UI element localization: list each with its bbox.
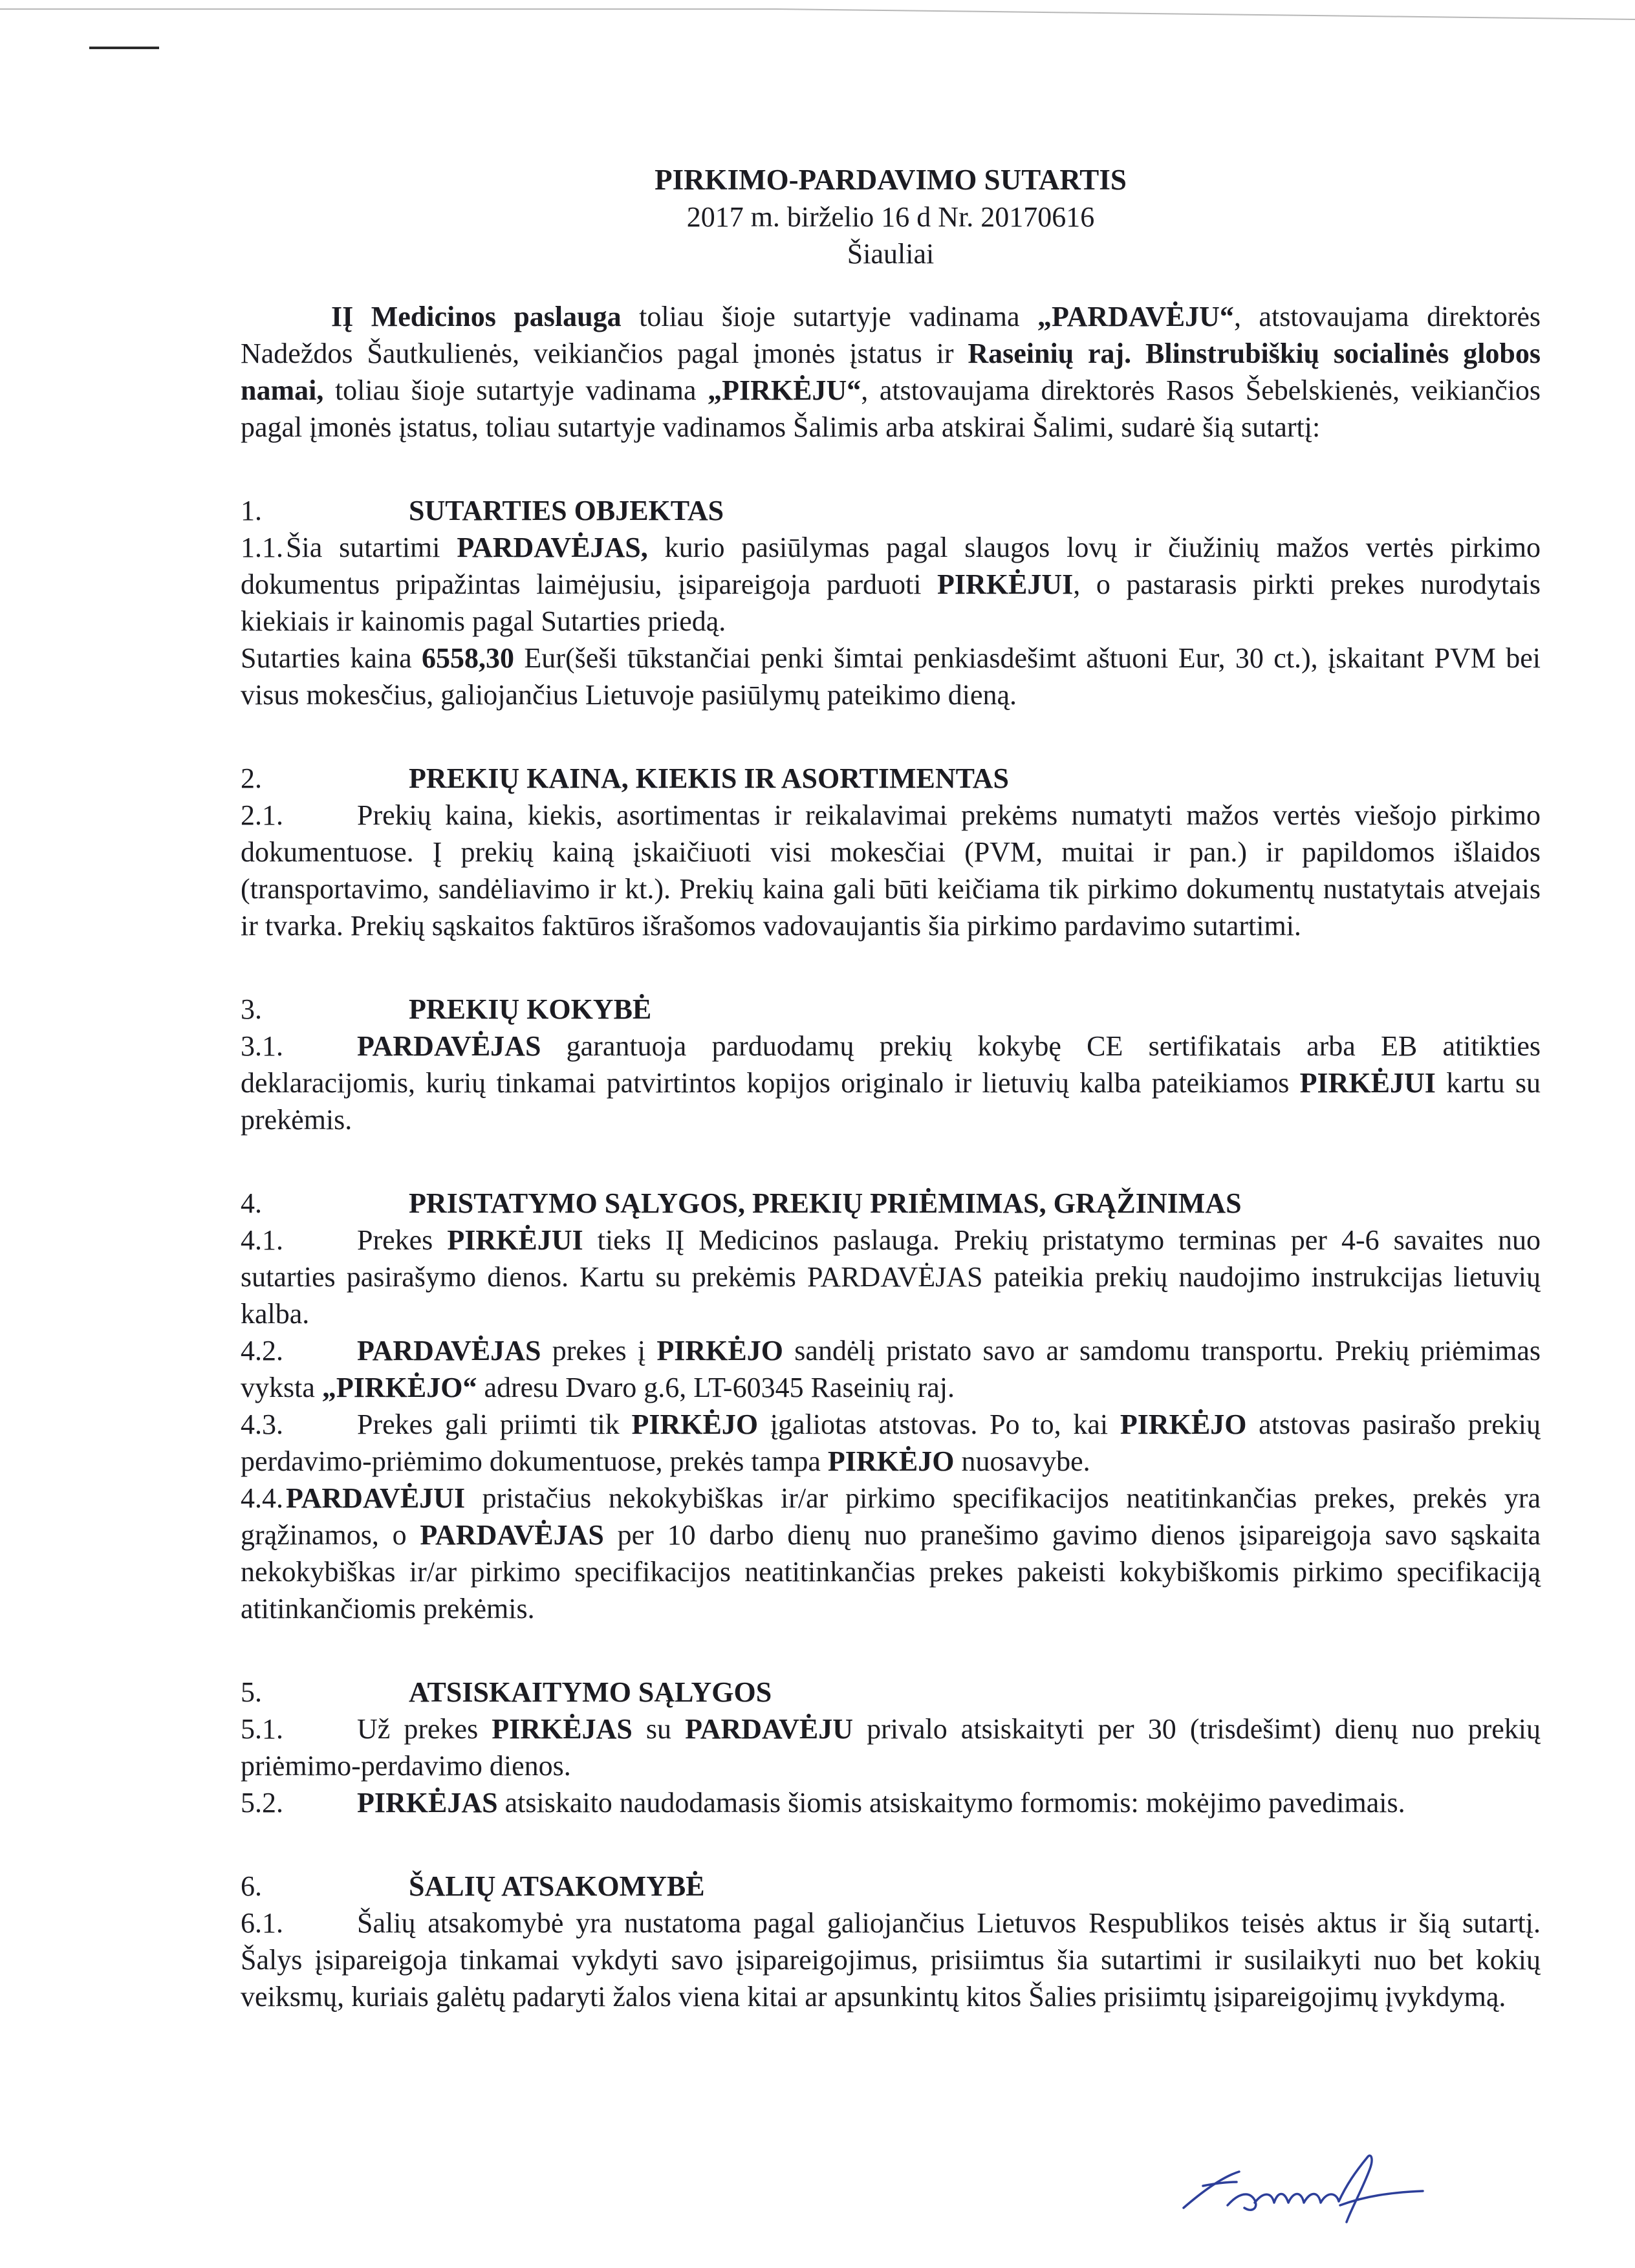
- party-seller: PARDAVĖJU: [685, 1713, 854, 1745]
- section-title: PREKIŲ KOKYBĖ: [409, 993, 652, 1025]
- clause-number: 6.1.: [241, 1907, 283, 1939]
- clause-1-1: [241, 529, 1541, 640]
- clause-number: 5.2.: [241, 1787, 283, 1819]
- clause-number: 4.4.: [241, 1482, 283, 1514]
- clause-text: Prekes gali priimti tik: [357, 1409, 632, 1440]
- clause-text: Eur(šeši tūkstančiai penki šimtai penkiasdešimt aštuoni Eur, 30 ct.), įskaitant PVM bei visus mokesčius, galiojančius Lietuvoje pasiūlymų pateikimo dieną.: [241, 642, 1541, 711]
- clause-text: Prekių kaina, kiekis, asortimentas ir reikalavimai prekėms numatyti mažos vertės viešojo pirkimo dokumentuose. Į prekių kainą įskaičiuoti visi mokesčiai (PVM, muitai ir pan.) ir papildomos išlaidos (transportavimo, sandėliavimo ir kt.). Prekių kaina gali būti keičiama tik pirkimo dokumentų nustatytais atvejais ir tvarka. Prekių sąskaitos faktūros išrašomos vadovaujantis šia pirkimo pardavimo sutartimi.: [241, 799, 1541, 942]
- clause-text: , o pastarasis pirkti prekes nurodytais kiekiais ir kainomis pagal Sutarties priedą.: [241, 568, 1541, 637]
- party-buyer: PIRKĖJO: [656, 1335, 783, 1366]
- party-buyer: PIRKĖJO: [1120, 1409, 1247, 1440]
- clause-text: garantuoja parduodamų prekių kokybę CE sertifikatais arba EB atitikties deklaracijomis, kurių tinkamai patvirtintos kopijos originalo ir lietuvių kalba pateikiamos: [241, 1030, 1541, 1099]
- document-date-number: 2017 m. birželio 16 d Nr. 20170616: [686, 201, 1095, 233]
- party-buyer: „PIRKĖJO“: [321, 1372, 477, 1403]
- clause-text: Šalių atsakomybė yra nustatoma pagal galiojančius Lietuvos Respublikos teisės aktus ir šią sutartį. Šalys įsipareigoja tinkamai vykdyti savo įsipareigojimus, prisiimtus šia sutartimi ir susilaikyti nuo bet kokių veiksmų, kuriais galėtų padaryti žalos viena kitai ar apsunkintų kitos Šalies prisiimtų įsipareigojimų įvykdymą.: [241, 1907, 1541, 2013]
- clause-2-1: [241, 797, 1541, 944]
- clause-number: 1.1.: [241, 532, 283, 563]
- clause-text: per 10 darbo dienų nuo pranešimo gavimo dienos įsipareigoja savo sąskaita nekokybiškas ir/ar pirkimo specifikacijos neatitinkančias prekes pakeisti kokybiškomis pirkimo specifikaciją atitinkančiomis prekėmis.: [241, 1519, 1541, 1625]
- section-number: 1.: [241, 495, 262, 526]
- section-5: [241, 1674, 1541, 1821]
- clause-text: įgaliotas atstovas. Po to, kai: [758, 1409, 1120, 1440]
- seller-name: IĮ Medicinos paslauga: [331, 301, 622, 332]
- section-heading: [241, 492, 1541, 529]
- section-heading: [241, 1868, 1541, 1905]
- party-seller: PARDAVĖJAS: [357, 1335, 541, 1366]
- section-title: PREKIŲ KAINA, KIEKIS IR ASORTIMENTAS: [409, 762, 1009, 794]
- buyer-name: Raseinių raj. Blinstrubiškių socialinės globos namai,: [241, 338, 1541, 406]
- intro-paragraph: [241, 298, 1541, 446]
- clause-text: atstovas pasirašo prekių perdavimo-priėmimo dokumentuose, prekės tampa: [241, 1409, 1541, 1477]
- section-3: [241, 991, 1541, 1138]
- section-number: 3.: [241, 993, 262, 1025]
- clause-text: Prekes: [357, 1224, 448, 1256]
- party-seller: PARDAVĖJAS,: [457, 532, 648, 563]
- section-heading: [241, 1185, 1541, 1222]
- clause-text: atsiskaito naudodamasis šiomis atsiskaitymo formomis: mokėjimo pavedimais.: [497, 1787, 1405, 1819]
- clause-text: sandėlį pristato savo ar samdomu transportu. Prekių priėmimas vyksta: [241, 1335, 1541, 1403]
- clause-text: su: [632, 1713, 686, 1745]
- clause-text: prekes į: [541, 1335, 657, 1366]
- clause-text: adresu Dvaro g.6, LT-60345 Raseinių raj.: [477, 1372, 955, 1403]
- clause-number: 4.2.: [241, 1335, 283, 1366]
- section-heading: [241, 991, 1541, 1028]
- section-1: [241, 492, 1541, 713]
- section-title: ATSISKAITYMO SĄLYGOS: [409, 1676, 772, 1708]
- party-buyer: PIRKĖJAS: [357, 1787, 498, 1819]
- section-4: [241, 1185, 1541, 1627]
- clause-number: 4.1.: [241, 1224, 283, 1256]
- party-seller: PARDAVĖJAS: [357, 1030, 541, 1062]
- scan-corner-mark: [89, 47, 159, 49]
- buyer-alias: „PIRKĖJU“: [708, 374, 861, 406]
- clause-4-2: [241, 1332, 1541, 1406]
- intro-text-1: toliau šioje sutartyje vadinama: [621, 301, 1037, 332]
- party-buyer: PIRKĖJO: [827, 1445, 955, 1477]
- party-buyer: PIRKĖJUI: [1299, 1067, 1436, 1099]
- party-buyer: PIRKĖJUI: [447, 1224, 583, 1256]
- clause-number: 4.3.: [241, 1409, 283, 1440]
- clause-3-1: [241, 1028, 1541, 1138]
- section-heading: [241, 1674, 1541, 1711]
- clause-text: kurio pasiūlymas pagal slaugos lovų ir čiužinių mažos vertės pirkimo dokumentus pripažintas laimėjusiu, įsipareigoja parduoti: [241, 532, 1541, 600]
- section-2: [241, 760, 1541, 944]
- clause-text: Šia sutartimi: [286, 532, 457, 563]
- clause-4-1: [241, 1222, 1541, 1332]
- section-title: PRISTATYMO SĄLYGOS, PREKIŲ PRIĖMIMAS, GRĄŽINIMAS: [409, 1187, 1242, 1219]
- clause-6-1: [241, 1905, 1541, 2015]
- seller-alias: „PARDAVĖJU“: [1037, 301, 1234, 332]
- clause-text: pristačius nekokybiškas ir/ar pirkimo specifikacijos neatitinkančias prekes, prekės yra grąžinamos, o: [241, 1482, 1541, 1551]
- party-buyer: PIRKĖJO: [631, 1409, 759, 1440]
- section-number: 6.: [241, 1870, 262, 1902]
- party-buyer: PIRKĖJAS: [492, 1713, 633, 1745]
- intro-text-3: toliau šioje sutartyje vadinama: [323, 374, 708, 406]
- clause-text: nuosavybe.: [954, 1445, 1090, 1477]
- intro-text-2: , atstovaujama direktorės Nadeždos Šautkulienės, veikiančios pagal įmonės įstatus ir: [241, 301, 1541, 369]
- clause-number: 3.1.: [241, 1030, 283, 1062]
- clause-text: tieks IĮ Medicinos paslauga. Prekių pristatymo terminas per 4-6 savaites nuo sutarties pasirašymo dienos. Kartu su prekėmis PARDAVĖJAS pateikia prekių naudojimo instrukcijas lietuvių kalba.: [241, 1224, 1541, 1330]
- document-city: Šiauliai: [847, 238, 935, 270]
- handwritten-signature: [1177, 2146, 1462, 2230]
- clause-5-2: [241, 1784, 1541, 1821]
- party-seller: PARDAVĖJUI: [286, 1482, 466, 1514]
- contract-price-paragraph: [241, 640, 1541, 713]
- party-buyer: PIRKĖJUI: [937, 568, 1074, 600]
- clause-number: 5.1.: [241, 1713, 283, 1745]
- clause-4-3: [241, 1406, 1541, 1480]
- party-seller: PARDAVĖJAS: [420, 1519, 604, 1551]
- contract-price-value: 6558,30: [422, 642, 515, 674]
- section-number: 4.: [241, 1187, 262, 1219]
- section-number: 5.: [241, 1676, 262, 1708]
- clause-text: kartu su prekėmis.: [241, 1067, 1541, 1136]
- scan-edge-line: [0, 6, 1635, 23]
- intro-text-4: , atstovaujama direktorės Rasos Šebelskienės, veikiančios pagal įmonės įstatus, toliau sutartyje vadinamos Šalimis arba atskirai Šalimi, sudarė šią sutartį:: [241, 374, 1541, 443]
- contract-document: [241, 162, 1541, 2015]
- clause-number: 2.1.: [241, 799, 283, 831]
- clause-text: Už prekes: [357, 1713, 492, 1745]
- section-6: [241, 1868, 1541, 2015]
- section-title: ŠALIŲ ATSAKOMYBĖ: [409, 1870, 705, 1902]
- section-number: 2.: [241, 762, 262, 794]
- section-heading: [241, 760, 1541, 797]
- clause-5-1: [241, 1711, 1541, 1784]
- document-title: PIRKIMO-PARDAVIMO SUTARTIS: [655, 164, 1127, 196]
- clause-text: Sutarties kaina: [241, 642, 422, 674]
- section-title: SUTARTIES OBJEKTAS: [409, 495, 724, 526]
- clause-text: privalo atsiskaityti per 30 (trisdešimt) dienų nuo prekių priėmimo-perdavimo dienos.: [241, 1713, 1541, 1782]
- clause-4-4: [241, 1480, 1541, 1627]
